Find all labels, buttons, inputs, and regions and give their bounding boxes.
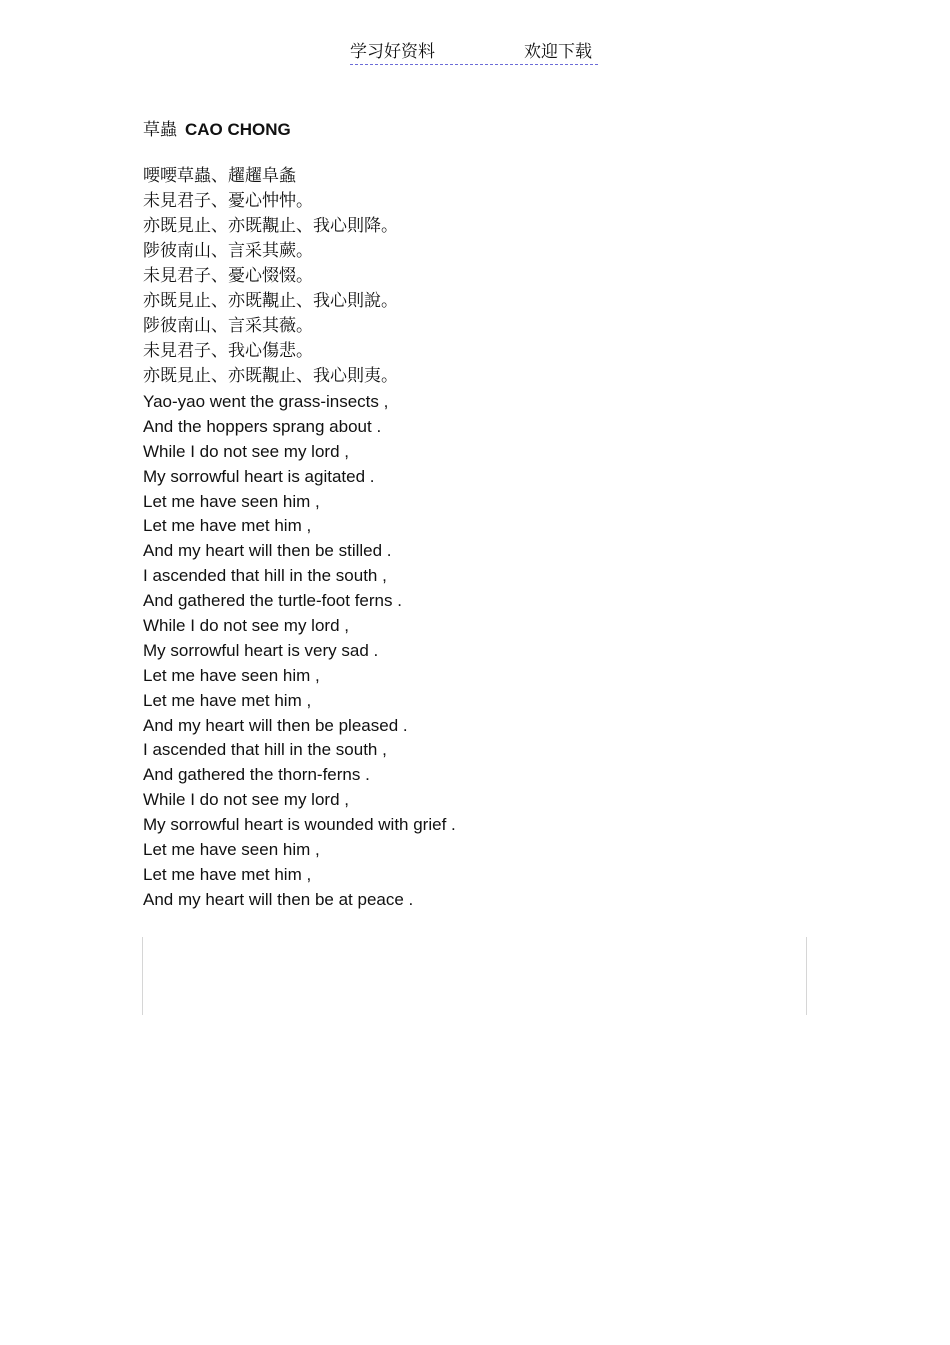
chinese-line: 未見君子、我心傷悲。 xyxy=(143,341,313,361)
english-line: I ascended that hill in the south , xyxy=(143,740,387,760)
english-line: I ascended that hill in the south , xyxy=(143,566,387,586)
english-line: And my heart will then be stilled . xyxy=(143,541,392,561)
poem-title xyxy=(143,118,291,142)
english-line: Let me have met him , xyxy=(143,864,312,884)
chinese-line: 陟彼南山、言采其蕨。 xyxy=(143,241,313,261)
chinese-line: 未見君子、憂心忡忡。 xyxy=(143,191,313,211)
chinese-line: 亦既見止、亦既覯止、我心則降。 xyxy=(143,216,398,236)
english-line: While I do not see my lord , xyxy=(143,441,349,461)
chinese-line: 喓喓草蟲、趯趯阜螽 xyxy=(143,166,296,186)
english-line: My sorrowful heart is wounded with grief . xyxy=(143,815,456,835)
chinese-line: 亦既見止、亦既覯止、我心則說。 xyxy=(143,291,398,311)
english-line: While I do not see my lord , xyxy=(143,790,349,810)
english-line: And gathered the turtle-foot ferns . xyxy=(143,591,402,611)
frame-left-border xyxy=(142,937,143,1015)
header-left-text: 学习好资料 xyxy=(350,42,435,62)
poem-title-chinese: 草蟲 xyxy=(143,120,177,140)
english-line: While I do not see my lord , xyxy=(143,616,349,636)
english-line: And my heart will then be at peace . xyxy=(143,889,414,909)
chinese-poem-text xyxy=(143,164,398,389)
english-line: And my heart will then be pleased . xyxy=(143,715,408,735)
english-line: Let me have seen him , xyxy=(143,840,320,860)
chinese-line: 亦既見止、亦既覯止、我心則夷。 xyxy=(143,366,398,386)
english-line: And gathered the thorn-ferns . xyxy=(143,765,370,785)
english-line: Yao-yao went the grass-insects , xyxy=(143,392,389,411)
english-translation-text xyxy=(143,390,456,913)
page-header xyxy=(350,40,598,65)
english-line: And the hoppers sprang about . xyxy=(143,416,382,436)
header-right-text: 欢迎下载 xyxy=(524,42,592,62)
frame-right-border xyxy=(806,937,807,1015)
english-line: My sorrowful heart is agitated . xyxy=(143,466,375,486)
english-line: Let me have met him , xyxy=(143,690,312,710)
poem-title-english: CAO CHONG xyxy=(185,120,291,139)
english-line: My sorrowful heart is very sad . xyxy=(143,640,379,660)
chinese-line: 陟彼南山、言采其薇。 xyxy=(143,316,313,336)
chinese-line: 未見君子、憂心惙惙。 xyxy=(143,266,313,286)
english-line: Let me have seen him , xyxy=(143,665,320,685)
english-line: Let me have seen him , xyxy=(143,491,320,511)
english-line: Let me have met him , xyxy=(143,516,312,536)
